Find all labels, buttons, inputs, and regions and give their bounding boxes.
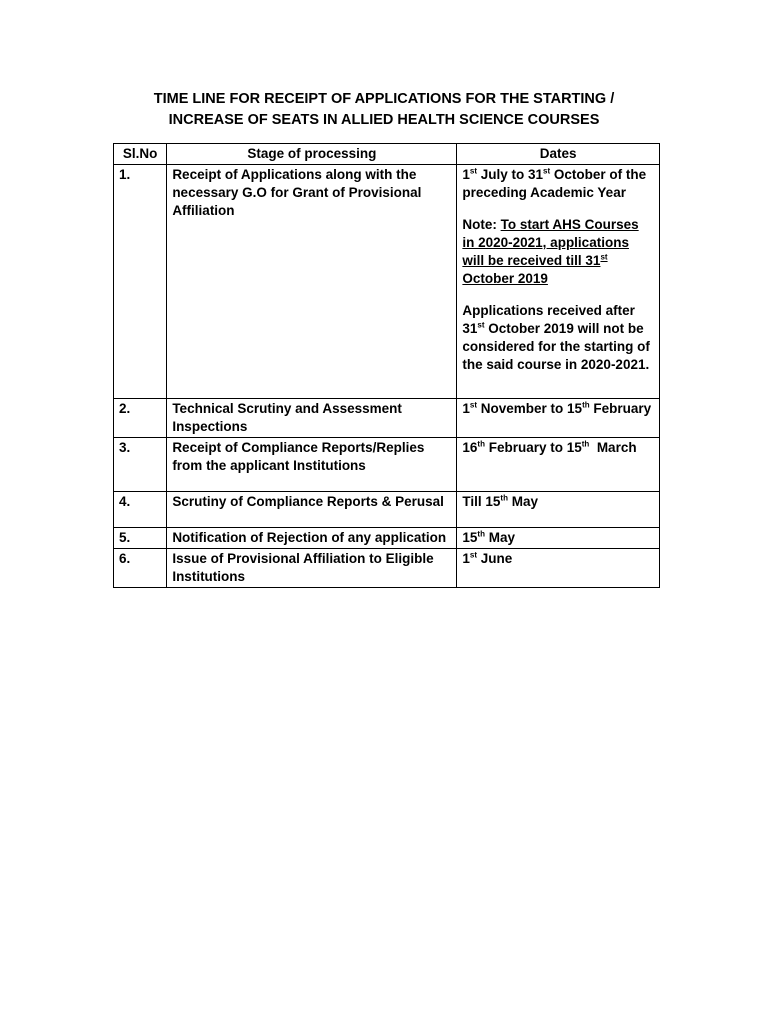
row-slno: 6. xyxy=(114,549,167,588)
table-header-row xyxy=(114,144,660,165)
dates-warning: Applications received after 31st October 2019 will not be considered for the starting of the said course in 2020-2021. xyxy=(462,303,650,372)
header-slno: Sl.No xyxy=(114,144,167,165)
row-dates: 1st November to 15th February xyxy=(457,399,660,438)
row-slno: 3. xyxy=(114,438,167,492)
row-stage: Technical Scrutiny and Assessment Inspections xyxy=(167,399,457,438)
row-dates: 15th May xyxy=(457,528,660,549)
row-stage: Scrutiny of Compliance Reports & Perusal xyxy=(167,492,457,528)
table-row xyxy=(114,165,660,399)
row-dates: 16th February to 15th March xyxy=(457,438,660,492)
table-row xyxy=(114,492,660,528)
dates-note: Note: To start AHS Courses in 2020-2021, applications will be received till 31st October 2019 xyxy=(462,217,639,286)
row-slno: 5. xyxy=(114,528,167,549)
row-dates xyxy=(457,165,660,399)
row-slno: 2. xyxy=(114,399,167,438)
table-row xyxy=(114,438,660,492)
row-stage: Notification of Rejection of any application xyxy=(167,528,457,549)
header-stage: Stage of processing xyxy=(167,144,457,165)
row-dates: Till 15th May xyxy=(457,492,660,528)
dates-paragraph: 1st July to 31st October of the preceding Academic Year xyxy=(462,166,647,200)
header-dates: Dates xyxy=(457,144,660,165)
table-row xyxy=(114,528,660,549)
document-title xyxy=(0,89,768,131)
row-stage: Receipt of Compliance Reports/Replies from the applicant Institutions xyxy=(167,438,457,492)
title-line-1: TIME LINE FOR RECEIPT OF APPLICATIONS FOR THE STARTING / xyxy=(153,91,615,107)
timeline-table xyxy=(113,143,660,588)
table-row xyxy=(114,399,660,438)
row-stage: Issue of Provisional Affiliation to Eligible Institutions xyxy=(167,549,457,588)
row-stage: Receipt of Applications along with the necessary G.O for Grant of Provisional Affiliation xyxy=(167,165,457,399)
row-slno: 1. xyxy=(114,165,167,399)
row-dates: 1st June xyxy=(457,549,660,588)
table-row xyxy=(114,549,660,588)
row-slno: 4. xyxy=(114,492,167,528)
title-line-2: INCREASE OF SEATS IN ALLIED HEALTH SCIENCE COURSES xyxy=(168,112,600,128)
